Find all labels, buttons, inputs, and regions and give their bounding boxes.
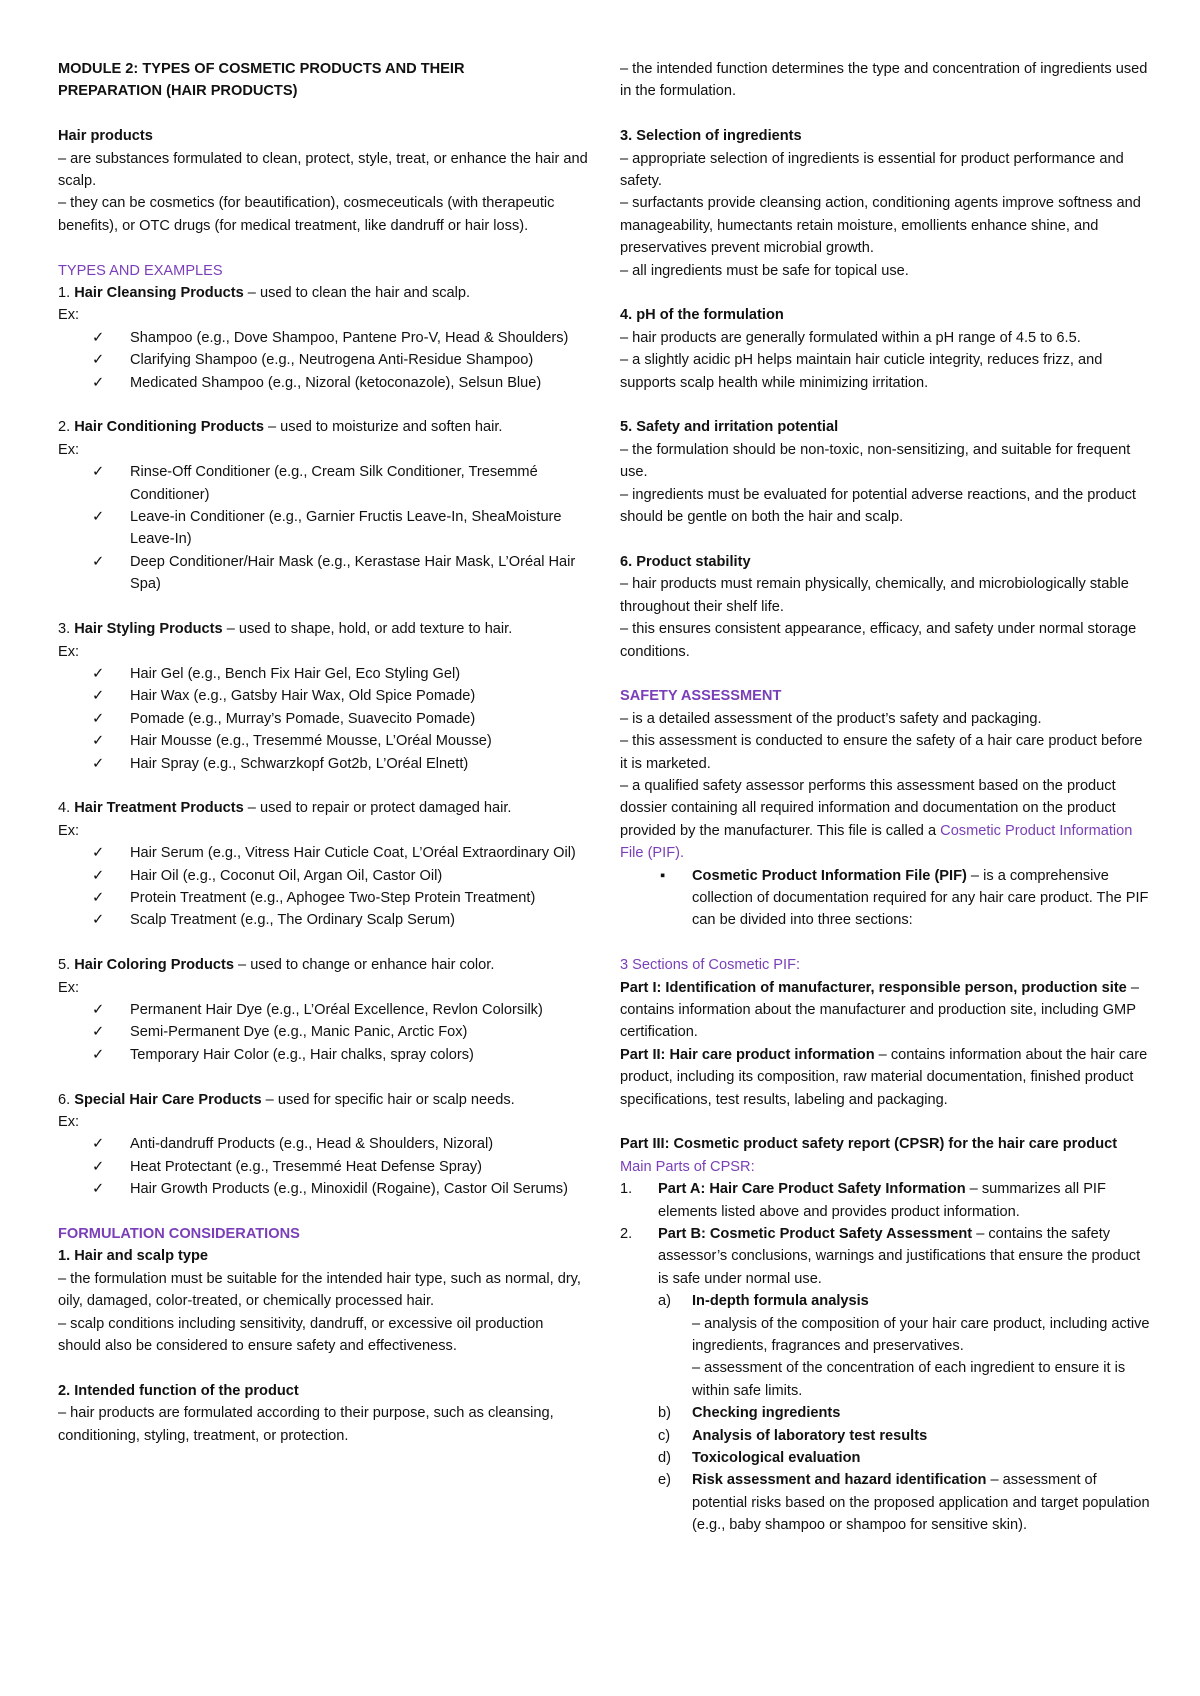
example-text: Temporary Hair Color (e.g., Hair chalks, spray colors) bbox=[130, 1046, 474, 1063]
example-item bbox=[58, 887, 588, 909]
type-group-description: – used to change or enhance hair color. bbox=[233, 957, 495, 974]
consideration-5-title: 5. Safety and irritation potential bbox=[620, 419, 839, 436]
ex-label: Ex: bbox=[58, 307, 80, 324]
cpsr-part-b-description: – contains the safety assessor’s conclusions, warnings and justifications that ensure the product is safe under normal use. bbox=[658, 1226, 1141, 1287]
type-group-heading bbox=[58, 282, 588, 304]
consideration-4-text-1: – hair products are generally formulated within a pH range of 4.5 to 6.5. bbox=[620, 329, 1081, 346]
pif-term: Cosmetic Product Information File (PIF) bbox=[692, 867, 967, 884]
cpsr-part-b-number: 2. bbox=[620, 1226, 633, 1243]
example-list bbox=[58, 663, 588, 775]
example-item bbox=[58, 551, 588, 596]
square-bullet-icon: ▪ bbox=[660, 867, 666, 884]
example-text: Hair Spray (e.g., Schwarzkopf Got2b, L’Oréal Elnett) bbox=[130, 755, 469, 772]
cpsr-part-a-number: 1. bbox=[620, 1181, 633, 1198]
consideration-2-text-1: – hair products are formulated according to their purpose, such as cleansing, conditioning, styling, treatment, or protection. bbox=[58, 1405, 554, 1444]
cpsr-part-b bbox=[620, 1223, 1150, 1537]
consideration-3-text-2: – surfactants provide cleansing action, conditioning agents improve softness and manageability, humectants retain moisture, emollients enhance shine, and preservatives prevent microbial growth. bbox=[620, 195, 1141, 257]
safety-text-3 bbox=[620, 775, 1150, 865]
safety-text-2: – this assessment is conducted to ensure the safety of a hair care product before it is marketed. bbox=[620, 733, 1143, 772]
module-title-line1: MODULE 2: TYPES OF COSMETIC PRODUCTS AND THEIR bbox=[58, 61, 465, 77]
cpsr-sub-item bbox=[658, 1290, 1150, 1402]
consideration-5-text-2: – ingredients must be evaluated for potential adverse reactions, and the product should be gentle on both the hair and scalp. bbox=[620, 486, 1136, 526]
checkmark-icon: ✓ bbox=[92, 352, 105, 369]
checkmark-icon: ✓ bbox=[92, 688, 105, 705]
type-group-heading bbox=[58, 618, 588, 640]
pif-sections-heading: 3 Sections of Cosmetic PIF: bbox=[620, 957, 801, 974]
type-group-number: 3. bbox=[58, 621, 71, 638]
example-text: Hair Wax (e.g., Gatsby Hair Wax, Old Spice Pomade) bbox=[130, 688, 476, 705]
checkmark-icon: ✓ bbox=[92, 1001, 105, 1018]
checkmark-icon: ✓ bbox=[92, 1136, 105, 1153]
pif-bullet-list bbox=[620, 865, 1150, 932]
example-list bbox=[58, 999, 588, 1066]
part-1-description: – contains information about the manufacturer and production site, including GMP certification. bbox=[620, 979, 1139, 1041]
intro-paragraph-2: – they can be cosmetics (for beautification), cosmeceuticals (with therapeutic benefits), or OTC drugs (for medical treatment, like dandruff or hair loss). bbox=[58, 195, 555, 234]
cpsr-sub-marker: e) bbox=[658, 1472, 671, 1489]
safety-text-3-body: – a qualified safety assessor performs this assessment based on the product dossier containing all required information and documentation on the product provided by the manufacturer. This file is called a bbox=[620, 777, 1116, 839]
cpsr-sub-line: – assessment of the concentration of each ingredient to ensure it is within safe limits. bbox=[692, 1360, 1126, 1399]
example-item bbox=[58, 685, 588, 707]
cpsr-sub-item bbox=[658, 1425, 1150, 1447]
type-group-heading bbox=[58, 416, 588, 438]
type-group-title: Hair Coloring Products bbox=[74, 957, 234, 974]
consideration-1-title: 1. Hair and scalp type bbox=[58, 1248, 209, 1265]
ex-label: Ex: bbox=[58, 979, 80, 996]
consideration-1-text-1: – the formulation must be suitable for the intended hair type, such as normal, dry, oily, damaged, color-treated, or chemically processed hair. bbox=[58, 1270, 581, 1310]
example-item bbox=[58, 1044, 588, 1066]
consideration-5-text-1: – the formulation should be non-toxic, non-sensitizing, and suitable for frequent use. bbox=[620, 441, 1131, 481]
cpsr-sub-item bbox=[658, 1402, 1150, 1424]
checkmark-icon: ✓ bbox=[92, 912, 105, 929]
cpsr-heading: Main Parts of CPSR: bbox=[620, 1158, 755, 1175]
pif-link-text: Cosmetic Product Information File (PIF). bbox=[620, 822, 1133, 862]
type-group-title: Special Hair Care Products bbox=[74, 1091, 262, 1108]
type-group-number: 4. bbox=[58, 800, 71, 817]
example-text: Deep Conditioner/Hair Mask (e.g., Kerastase Hair Mask, L’Oréal Hair Spa) bbox=[130, 553, 576, 593]
example-item bbox=[58, 461, 588, 506]
example-item bbox=[58, 506, 588, 551]
example-text: Hair Oil (e.g., Coconut Oil, Argan Oil, Castor Oil) bbox=[130, 867, 443, 884]
example-text: Leave-in Conditioner (e.g., Garnier Fructis Leave-In, SheaMoisture Leave-In) bbox=[130, 509, 562, 548]
checkmark-icon: ✓ bbox=[92, 710, 105, 727]
example-text: Hair Gel (e.g., Bench Fix Hair Gel, Eco Styling Gel) bbox=[130, 665, 461, 682]
checkmark-icon: ✓ bbox=[92, 889, 105, 906]
right-column bbox=[620, 58, 1150, 1537]
example-item bbox=[58, 865, 588, 887]
example-item bbox=[58, 372, 588, 394]
type-group-description: – used to moisturize and soften hair. bbox=[263, 419, 503, 436]
checkmark-icon: ✓ bbox=[92, 1158, 105, 1175]
example-item bbox=[58, 1021, 588, 1043]
type-group-number: 2. bbox=[58, 419, 71, 436]
checkmark-icon: ✓ bbox=[92, 755, 105, 772]
cpsr-sub-marker: b) bbox=[658, 1405, 671, 1422]
example-item bbox=[58, 999, 588, 1021]
cpsr-part-a bbox=[620, 1178, 1150, 1223]
cpsr-sub-item bbox=[658, 1469, 1150, 1536]
consideration-6-text-1: – hair products must remain physically, chemically, and microbiologically stable throughout their shelf life. bbox=[620, 576, 1129, 615]
example-text: Rinse-Off Conditioner (e.g., Cream Silk Conditioner, Tresemmé Conditioner) bbox=[130, 464, 538, 503]
pif-part-3-title: Part III: Cosmetic product safety report (CPSR) for the hair care product bbox=[620, 1136, 1118, 1153]
cpsr-part-b-title: Part B: Cosmetic Product Safety Assessment bbox=[658, 1226, 973, 1243]
example-item bbox=[58, 708, 588, 730]
example-list bbox=[58, 461, 588, 595]
example-text: Clarifying Shampoo (e.g., Neutrogena Anti-Residue Shampoo) bbox=[130, 352, 534, 369]
type-group-description: – used for specific hair or scalp needs. bbox=[261, 1091, 515, 1108]
example-text: Hair Mousse (e.g., Tresemmé Mousse, L’Oréal Mousse) bbox=[130, 733, 492, 750]
cpsr-sub-marker: c) bbox=[658, 1427, 671, 1444]
example-item bbox=[58, 909, 588, 931]
example-item bbox=[58, 1156, 588, 1178]
example-text: Pomade (e.g., Murray’s Pomade, Suavecito Pomade) bbox=[130, 710, 476, 727]
type-group-title: Hair Treatment Products bbox=[74, 800, 244, 817]
consideration-2-title: 2. Intended function of the product bbox=[58, 1382, 299, 1399]
type-group-description: – used to repair or protect damaged hair. bbox=[243, 800, 512, 817]
example-item bbox=[58, 1178, 588, 1200]
example-text: Permanent Hair Dye (e.g., L’Oréal Excellence, Revlon Colorsilk) bbox=[130, 1001, 543, 1018]
cpsr-sub-title: Checking ingredients bbox=[692, 1405, 841, 1422]
type-group-heading bbox=[58, 797, 588, 819]
consideration-1-text-2: – scalp conditions including sensitivity, dandruff, or excessive oil production should also be considered to ensure safety and effectiveness. bbox=[58, 1315, 544, 1355]
type-group bbox=[58, 1089, 588, 1223]
cpsr-part-a-description: – summarizes all PIF elements listed above and provides product information. bbox=[658, 1181, 1106, 1220]
ex-label: Ex: bbox=[58, 643, 80, 660]
example-text: Hair Serum (e.g., Vitress Hair Cuticle Coat, L’Oréal Extraordinary Oil) bbox=[130, 845, 576, 862]
checkmark-icon: ✓ bbox=[92, 509, 105, 526]
type-group-heading bbox=[58, 954, 588, 976]
type-group bbox=[58, 954, 588, 1088]
type-group bbox=[58, 282, 588, 416]
consideration-3-title: 3. Selection of ingredients bbox=[620, 128, 802, 145]
cpsr-sub-item bbox=[658, 1447, 1150, 1469]
example-list bbox=[58, 842, 588, 932]
example-text: Semi-Permanent Dye (e.g., Manic Panic, Arctic Fox) bbox=[130, 1024, 468, 1041]
cpsr-sub-list bbox=[658, 1290, 1150, 1536]
intro-heading: Hair products bbox=[58, 128, 153, 145]
cpsr-sub-line: – analysis of the composition of your hair care product, including active ingredients, fragrances and preservatives. bbox=[692, 1315, 1150, 1355]
type-group-title: Hair Conditioning Products bbox=[74, 419, 264, 436]
checkmark-icon: ✓ bbox=[92, 665, 105, 682]
cpsr-sub-title: Risk assessment and hazard identification bbox=[692, 1472, 987, 1489]
cpsr-sub-title: Toxicological evaluation bbox=[692, 1450, 861, 1467]
type-group-number: 6. bbox=[58, 1091, 71, 1108]
example-item bbox=[58, 1133, 588, 1155]
type-group bbox=[58, 797, 588, 954]
part-2-description: – contains information about the hair care product, including its composition, raw material documentation, finished product specifications, test results, labeling and packaging. bbox=[620, 1046, 1148, 1108]
cpsr-part-a-title: Part A: Hair Care Product Safety Information bbox=[658, 1181, 966, 1198]
type-group bbox=[58, 618, 588, 797]
checkmark-icon: ✓ bbox=[92, 329, 105, 346]
consideration-2-text-2: – the intended function determines the type and concentration of ingredients used in the formulation. bbox=[620, 61, 1148, 100]
type-group-heading bbox=[58, 1089, 588, 1111]
example-text: Scalp Treatment (e.g., The Ordinary Scalp Serum) bbox=[130, 912, 455, 929]
example-item bbox=[58, 663, 588, 685]
cpsr-parts-list bbox=[620, 1178, 1150, 1537]
checkmark-icon: ✓ bbox=[92, 845, 105, 862]
types-heading: TYPES AND EXAMPLES bbox=[58, 262, 223, 279]
cpsr-sub-description: – assessment of potential risks based on the proposed application and target population (e.g., baby shampoo or shampoo for sensitive skin). bbox=[692, 1472, 1150, 1534]
type-group-number: 1. bbox=[58, 285, 71, 302]
pif-bullet-item bbox=[620, 865, 1150, 932]
type-group bbox=[58, 416, 588, 618]
ex-label: Ex: bbox=[58, 1113, 80, 1130]
example-item bbox=[58, 730, 588, 752]
cpsr-sub-title: Analysis of laboratory test results bbox=[692, 1427, 928, 1444]
pif-part-1 bbox=[620, 977, 1150, 1044]
type-group-title: Hair Cleansing Products bbox=[74, 285, 244, 302]
example-item bbox=[58, 327, 588, 349]
checkmark-icon: ✓ bbox=[92, 1024, 105, 1041]
type-group-description: – used to clean the hair and scalp. bbox=[243, 285, 471, 302]
checkmark-icon: ✓ bbox=[92, 1181, 105, 1198]
checkmark-icon: ✓ bbox=[92, 867, 105, 884]
formulation-heading: FORMULATION CONSIDERATIONS bbox=[58, 1226, 300, 1242]
example-item bbox=[58, 349, 588, 371]
ex-label: Ex: bbox=[58, 822, 80, 839]
consideration-3-text-3: – all ingredients must be safe for topical use. bbox=[620, 262, 909, 279]
consideration-6-title: 6. Product stability bbox=[620, 553, 751, 570]
example-item bbox=[58, 753, 588, 775]
left-column bbox=[58, 58, 588, 1447]
pif-part-2 bbox=[620, 1044, 1150, 1111]
checkmark-icon: ✓ bbox=[92, 1046, 105, 1063]
safety-heading: SAFETY ASSESSMENT bbox=[620, 688, 782, 705]
example-item bbox=[58, 842, 588, 864]
example-text: Heat Protectant (e.g., Tresemmé Heat Defense Spray) bbox=[130, 1158, 483, 1175]
consideration-4-title: 4. pH of the formulation bbox=[620, 307, 784, 324]
type-group-description: – used to shape, hold, or add texture to hair. bbox=[222, 621, 513, 638]
example-text: Hair Growth Products (e.g., Minoxidil (Rogaine), Castor Oil Serums) bbox=[130, 1181, 568, 1198]
checkmark-icon: ✓ bbox=[92, 464, 105, 481]
cpsr-sub-marker: a) bbox=[658, 1293, 671, 1310]
example-text: Medicated Shampoo (e.g., Nizoral (ketoconazole), Selsun Blue) bbox=[130, 374, 542, 391]
example-text: Shampoo (e.g., Dove Shampoo, Pantene Pro-V, Head & Shoulders) bbox=[130, 329, 569, 346]
types-groups bbox=[58, 282, 588, 1223]
checkmark-icon: ✓ bbox=[92, 553, 105, 570]
module-title-line2: PREPARATION (HAIR PRODUCTS) bbox=[58, 83, 298, 100]
example-list bbox=[58, 1133, 588, 1200]
safety-text-1: – is a detailed assessment of the product’s safety and packaging. bbox=[620, 710, 1042, 727]
consideration-3-text-1: – appropriate selection of ingredients is essential for product performance and safety. bbox=[620, 150, 1124, 190]
consideration-6-text-2: – this ensures consistent appearance, efficacy, and safety under normal storage conditions. bbox=[620, 621, 1137, 660]
part-2-title: Part II: Hair care product information bbox=[620, 1046, 875, 1063]
type-group-title: Hair Styling Products bbox=[74, 621, 223, 638]
pif-description: – is a comprehensive collection of documentation required for any hair care product. The PIF can be divided into three sections: bbox=[692, 867, 1149, 929]
part-1-title: Part I: Identification of manufacturer, responsible person, production site bbox=[620, 979, 1127, 996]
example-text: Anti-dandruff Products (e.g., Head & Shoulders, Nizoral) bbox=[130, 1136, 494, 1153]
intro-paragraph-1: – are substances formulated to clean, protect, style, treat, or enhance the hair and scalp. bbox=[58, 150, 588, 190]
cpsr-sub-marker: d) bbox=[658, 1450, 671, 1467]
checkmark-icon: ✓ bbox=[92, 733, 105, 750]
checkmark-icon: ✓ bbox=[92, 374, 105, 391]
example-text: Protein Treatment (e.g., Aphogee Two-Step Protein Treatment) bbox=[130, 889, 536, 906]
ex-label: Ex: bbox=[58, 441, 80, 458]
example-list bbox=[58, 327, 588, 394]
consideration-4-text-2: – a slightly acidic pH helps maintain hair cuticle integrity, reduces frizz, and supports scalp health while minimizing irritation. bbox=[620, 352, 1103, 391]
type-group-number: 5. bbox=[58, 957, 71, 974]
cpsr-sub-title: In-depth formula analysis bbox=[692, 1293, 869, 1310]
